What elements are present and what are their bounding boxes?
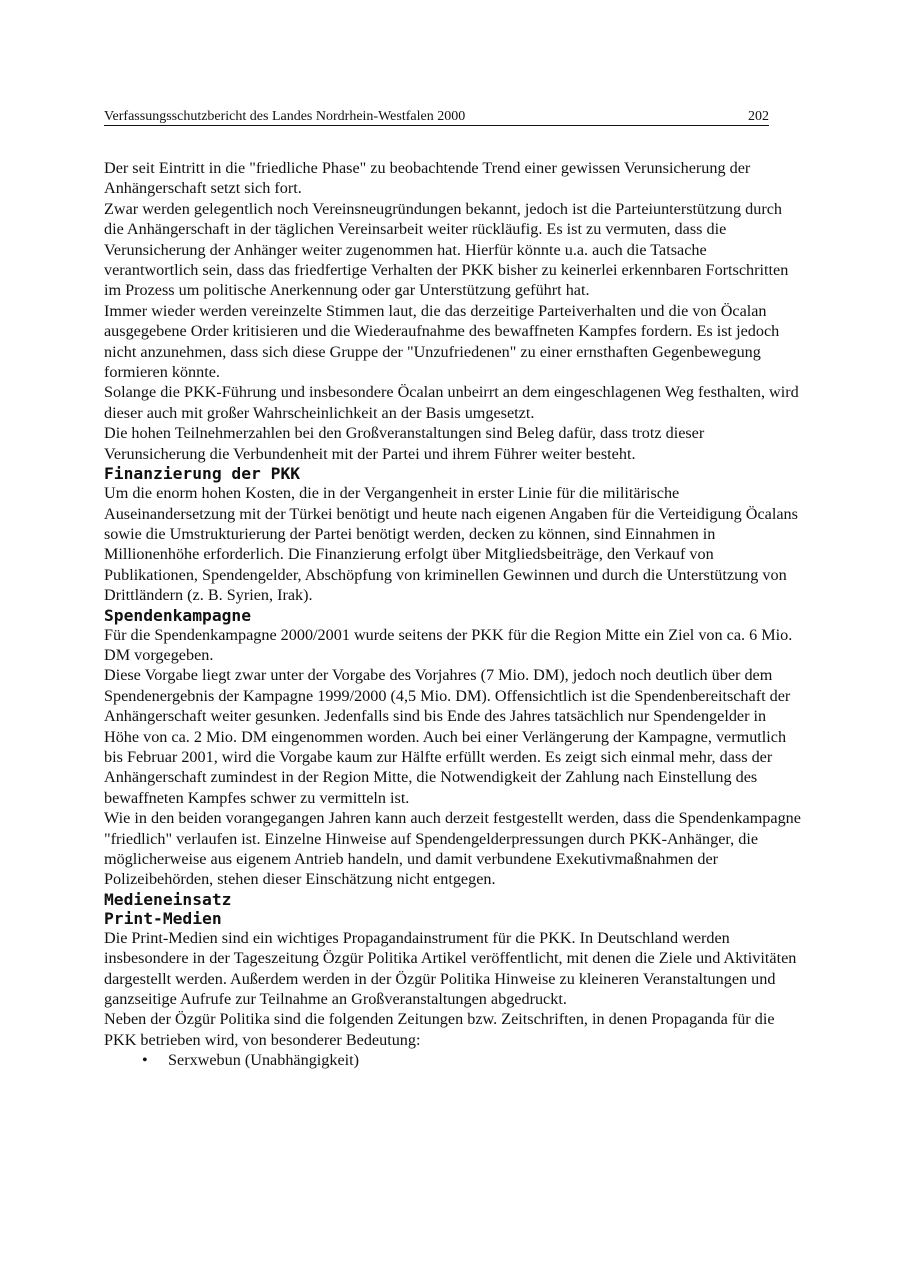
paragraph: Immer wieder werden vereinzelte Stimmen laut, die das derzeitige Parteiverhalten und die von Öcalan ausgegebene Order kritisieren und die Wiederaufnahme des bewaffneten Kampfes fordern. Es ist jedoch nicht anzunehmen, dass sich diese Gruppe der "Unzufriedenen" zu einer ernsthaften Gegenbewegung formieren könnte. <box>104 301 780 382</box>
paragraph: Der seit Eintritt in die "friedliche Phase" zu beobachtende Trend einer gewissen Verunsicherung der Anhängerschaft setzt sich fort. <box>104 159 751 198</box>
list-item: • Serxwebun (Unabhängigkeit) <box>142 1050 804 1070</box>
paragraph: Neben der Özgür Politika sind die folgenden Zeitungen bzw. Zeitschriften, in denen Propaganda für die PKK betrieben wird, von besonderer Bedeutung: <box>104 1010 775 1049</box>
page-header <box>104 108 769 126</box>
paragraph: Solange die PKK-Führung und insbesondere Öcalan unbeirrt an dem eingeschlagenen Weg festhalten, wird dieser auch mit großer Wahrscheinlichkeit an der Basis umgesetzt. <box>104 383 799 422</box>
page-number: 202 <box>748 109 769 124</box>
paragraph: Die hohen Teilnehmerzahlen bei den Großveranstaltungen sind Beleg dafür, dass trotz dieser Verunsicherung die Verbundenheit mit der Partei und ihrem Führer weiter besteht. <box>104 424 705 463</box>
paragraph: Um die enorm hohen Kosten, die in der Vergangenheit in erster Linie für die militärische Auseinandersetzung mit der Türkei benötigt und heute nach eigenen Angaben für die Verteidigung Öcalans sowie die Umstrukturierung der Partei benötigt werden, decken zu können, sind Einnahmen in Millionenhöhe erforderlich. Die Finanzierung erfolgt über Mitgliedsbeiträge, den Verkauf von Publikationen, Spendengelder, Abschöpfung von kriminellen Gewinnen und durch die Unterstützung von Drittländern (z. B. Syrien, Irak). <box>104 484 798 605</box>
page-content <box>104 158 804 1071</box>
paragraph: Zwar werden gelegentlich noch Vereinsneugründungen bekannt, jedoch ist die Parteiunterstützung durch die Anhängerschaft in der täglichen Vereinsarbeit weiter rückläufig. Es ist zu vermuten, dass die Verunsicherung der Anhänger weiter zugenommen hat. Hierfür könnte u.a. auch die Tatsache verantwortlich sein, dass das friedfertige Verhalten der PKK bisher zu keinerlei erkennbaren Fortschritten im Prozess um politische Anerkennung oder gar Unterstützung geführt hat. <box>104 199 789 300</box>
subsection-heading-print-medien: Print-Medien <box>104 908 222 928</box>
paragraph: Für die Spendenkampagne 2000/2001 wurde seitens der PKK für die Region Mitte ein Ziel von ca. 6 Mio. DM vorgegeben. <box>104 625 793 664</box>
section-heading-medieneinsatz: Medieneinsatz <box>104 889 232 909</box>
section-heading-spendenkampagne: Spendenkampagne <box>104 605 252 625</box>
section-heading-finanzierung: Finanzierung der PKK <box>104 464 301 484</box>
publication-list <box>104 1050 804 1070</box>
paragraph: Diese Vorgabe liegt zwar unter der Vorgabe des Vorjahres (7 Mio. DM), jedoch noch deutlich über dem Spendenergebnis der Kampagne 1999/2000 (4,5 Mio. DM). Offensichtlich ist die Spendenbereitschaft der Anhängerschaft weiter gesunken. Jedenfalls sind bis Ende des Jahres tatsächlich nur Spendengelder in Höhe von ca. 2 Mio. DM eingenommen worden. Auch bei einer Verlängerung der Kampagne, vermutlich bis Februar 2001, wird die Vorgabe kaum zur Hälfte erfüllt werden. Es zeigt sich einmal mehr, dass der Anhängerschaft zumindest in der Region Mitte, die Notwendigkeit der Zahlung nach Einstellung des bewaffneten Kampfes schwer zu vermitteln ist. <box>104 666 791 807</box>
paragraph: Wie in den beiden vorangegangen Jahren kann auch derzeit festgestellt werden, dass die Spendenkampagne "friedlich" verlaufen ist. Einzelne Hinweise auf Spendengelderpressungen durch PKK-Anhänger, die möglicherweise aus eigenem Antrieb handeln, und damit verbundene Exekutivmaßnahmen der Polizeibehörden, stehen dieser Einschätzung nicht entgegen. <box>104 809 801 889</box>
paragraph: Die Print-Medien sind ein wichtiges Propagandainstrument für die PKK. In Deutschland werden insbesondere in der Tageszeitung Özgür Politika Artikel veröffentlicht, mit denen die Ziele und Aktivitäten dargestellt werden. Außerdem werden in der Özgür Politika Hinweise zu kleineren Veranstaltungen und ganzseitige Aufrufe zur Teilnahme an Großveranstaltungen abgedruckt. <box>104 928 797 1009</box>
report-title: Verfassungsschutzbericht des Landes Nordrhein-Westfalen 2000 <box>104 109 466 124</box>
